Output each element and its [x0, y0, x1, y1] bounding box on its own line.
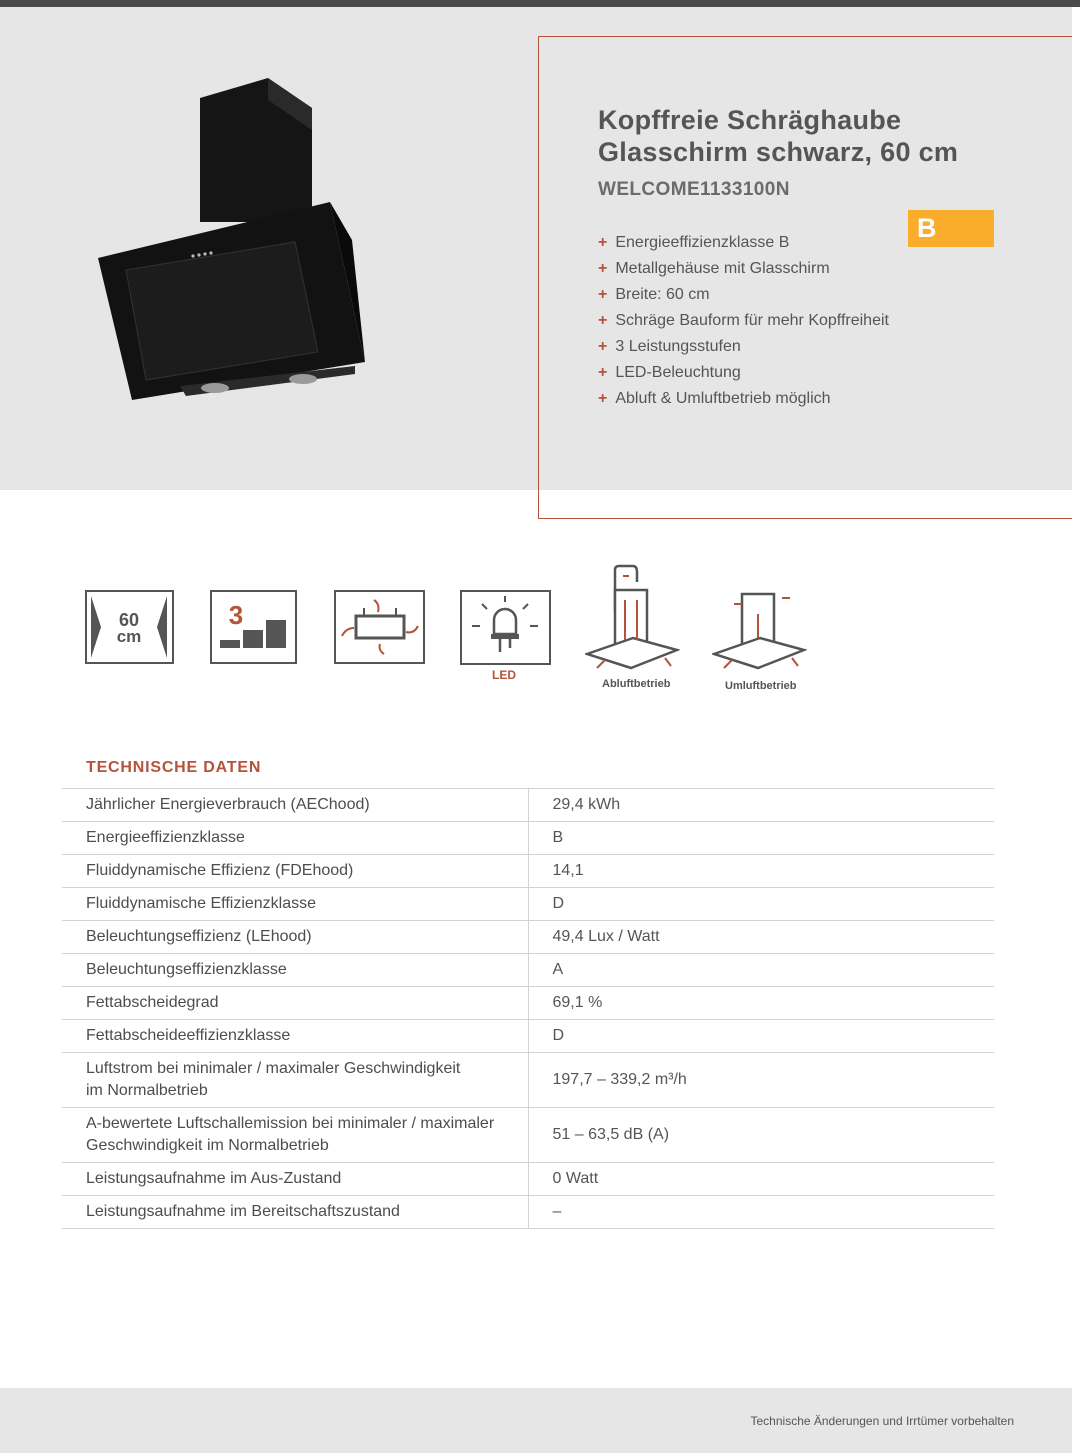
- feature-item: + Metallgehäuse mit Glasschirm: [598, 260, 830, 277]
- exhaust-mode-icon: [585, 564, 680, 679]
- spec-value: 29,4 kWh: [552, 796, 621, 813]
- table-row: [62, 1053, 994, 1108]
- spec-label-line-1: A-bewertete Luftschallemission bei minimaler / maximaler: [86, 1115, 495, 1132]
- feature-item: + LED-Beleuchtung: [598, 364, 741, 381]
- tech-data-table: [62, 788, 994, 1229]
- plus-icon: +: [598, 286, 608, 303]
- spec-label: Leistungsaufnahme im Aus-Zustand: [62, 1163, 528, 1196]
- spec-value: B: [552, 829, 564, 846]
- exhaust-caption: Abluftbetrieb: [602, 678, 671, 690]
- power-levels-icon: [210, 590, 300, 670]
- width-60cm-icon: [85, 590, 175, 670]
- feature-list: [598, 230, 889, 412]
- spec-value: 14,1: [552, 862, 584, 879]
- led-lighting-icon: [460, 590, 552, 670]
- product-title-line-1: Kopffreie Schräghaube: [598, 105, 902, 135]
- width-value: 60: [118, 610, 140, 630]
- feature-item: + Energieeffizienzklasse B: [598, 234, 790, 251]
- spec-value: 0 Watt: [552, 1170, 599, 1187]
- plus-icon: +: [598, 312, 608, 329]
- energy-class-badge: [908, 210, 994, 247]
- spec-value: 49,4 Lux / Watt: [552, 928, 660, 945]
- range-hood-image: [90, 70, 380, 410]
- spec-value: A: [552, 961, 564, 978]
- right-edge: [1072, 7, 1080, 1453]
- footer-disclaimer: Technische Änderungen und Irrtümer vorbehalten: [750, 1414, 1014, 1428]
- table-row: [62, 921, 994, 954]
- table-row: [62, 855, 994, 888]
- width-unit: cm: [116, 627, 142, 646]
- grease-filter-icon: [334, 590, 426, 670]
- power-levels-value: 3: [228, 600, 244, 630]
- table-row: [62, 888, 994, 921]
- feature-item: + Schräge Bauform für mehr Kopffreiheit: [598, 312, 889, 329]
- top-bar: [0, 0, 1080, 7]
- recirculation-mode-icon: [712, 588, 807, 683]
- table-row: [62, 822, 994, 855]
- spec-label: Leistungsaufnahme im Bereitschaftszustand: [62, 1196, 528, 1229]
- product-title-line-2: Glasschirm schwarz, 60 cm: [598, 137, 959, 167]
- spec-label: Fettabscheidegrad: [62, 987, 528, 1020]
- table-row: [62, 1196, 994, 1229]
- spec-value: 197,7 – 339,2 m³/h: [552, 1071, 687, 1088]
- spec-label: Beleuchtungseffizienz (LEhood): [62, 921, 528, 954]
- led-caption: LED: [492, 668, 516, 682]
- feature-item: + 3 Leistungsstufen: [598, 338, 741, 355]
- feature-item: + Abluft & Umluftbetrieb möglich: [598, 390, 831, 407]
- plus-icon: +: [598, 364, 608, 381]
- energy-class-letter: B: [917, 213, 937, 243]
- info-box-lower-edge: [538, 490, 1073, 519]
- spec-label: [62, 1053, 528, 1108]
- spec-label: Fettabscheideeffizienzklasse: [62, 1020, 528, 1053]
- tech-data-heading: TECHNISCHE DATEN: [86, 759, 262, 776]
- spec-label: Fluiddynamische Effizienz (FDEhood): [62, 855, 528, 888]
- spec-value: D: [552, 1027, 565, 1044]
- plus-icon: +: [598, 390, 608, 407]
- plus-icon: +: [598, 338, 608, 355]
- recirculation-caption: Umluftbetrieb: [725, 680, 797, 692]
- spec-value: 69,1 %: [552, 994, 603, 1011]
- feature-item: + Breite: 60 cm: [598, 286, 710, 303]
- table-row: [62, 1020, 994, 1053]
- table-row: [62, 1163, 994, 1196]
- table-row: [62, 987, 994, 1020]
- plus-icon: +: [598, 234, 608, 251]
- spec-label-line-2: Geschwindigkeit im Normalbetrieb: [86, 1137, 329, 1154]
- table-row: [62, 954, 994, 987]
- spec-label-line-1: Luftstrom bei minimaler / maximaler Geschwindigkeit: [86, 1060, 461, 1077]
- feature-icons-row: [80, 560, 820, 700]
- spec-label: Fluiddynamische Effizienzklasse: [62, 888, 528, 921]
- spec-value: 51 – 63,5 dB (A): [552, 1126, 670, 1143]
- spec-label: Jährlicher Energieverbrauch (AEChood): [62, 789, 528, 822]
- product-title: [598, 104, 1028, 168]
- spec-label: [62, 1108, 528, 1163]
- spec-value: –: [552, 1203, 562, 1220]
- spec-label-line-2: im Normalbetrieb: [86, 1082, 208, 1099]
- plus-icon: +: [598, 260, 608, 277]
- spec-value: D: [552, 895, 565, 912]
- spec-label: Energieeffizienzklasse: [62, 822, 528, 855]
- product-code: WELCOME1133100N: [598, 179, 790, 200]
- spec-label: Beleuchtungseffizienzklasse: [62, 954, 528, 987]
- table-row: [62, 789, 994, 822]
- table-row: [62, 1108, 994, 1163]
